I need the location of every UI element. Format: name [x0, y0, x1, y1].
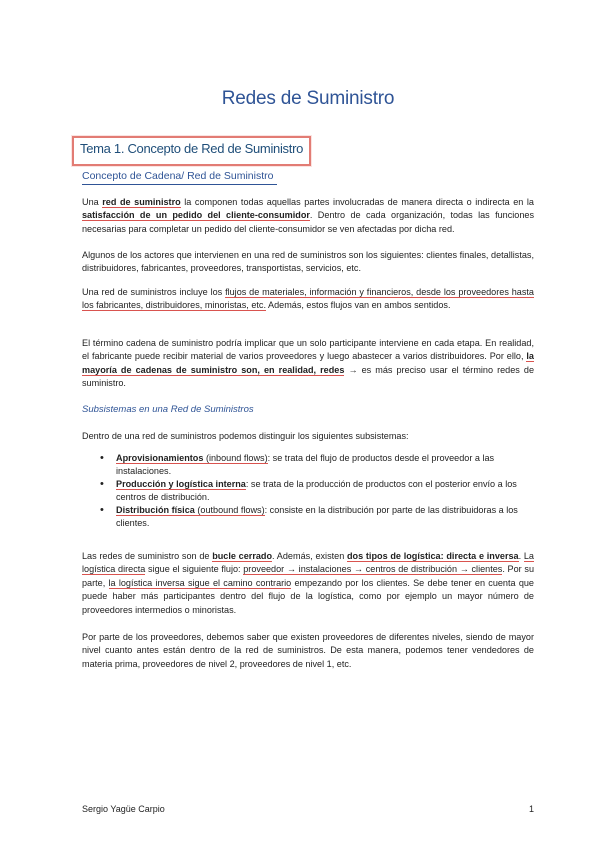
paragraph-chain-term: El término cadena de suministro podría implicar que un solo participante interviene en cada etapa. En realidad, el fabricante puede recibir material de varios proveedores y luego abastecer a varios distribuidores. Por ello, la mayoría de cadenas de suministro son, en realidad, redes → es más preciso usar el término redes de suministro.: [82, 338, 535, 389]
document-title: Redes de Suministro: [221, 88, 395, 109]
subheading-subsystems: Subsistemas en una Red de Suministros: [82, 404, 254, 415]
paragraph-suppliers: Por parte de los proveedores, debemos saber que existen proveedores de diferentes niveles, siendo de mayor nivel cuanto antes están dentro de la red de suministros. De esta manera, podemos tener vendedores de materia prima, proveedores de nivel 2, proveedores de nivel 1, etc.: [82, 632, 534, 669]
subsystems-list: [98, 452, 536, 530]
highlight-red-de-suministro: red de suministro: [102, 197, 181, 207]
paragraph-subsystems-intro: Dentro de una red de suministros podemos distinguir los siguientes subsistemas:: [82, 431, 409, 441]
list-item: • Producción y logística interna: se trata de la producción de productos con el posterior envío a los centros de distribución.: [98, 478, 536, 504]
section-title-box: [72, 136, 311, 166]
highlight-flujos: flujos de materiales, información y financieros, desde los proveedores hasta los fabricantes, distribuidores, minoristas, etc.: [82, 287, 534, 311]
section-title: Tema 1. Concepto de Red de Suministro: [80, 141, 304, 156]
subheading-underline: [82, 184, 277, 185]
list-item: • Distribución física (outbound flows): consiste en la distribución por parte de las distribuidoras a los clientes.: [98, 504, 536, 530]
subheading-concept: Concepto de Cadena/ Red de Suministro: [82, 170, 274, 182]
highlight-satisfaccion: satisfacción de un pedido del cliente-consumidor: [82, 210, 310, 221]
paragraph-actors: Algunos de los actores que intervienen en una red de suministros son los siguientes: clientes finales, detallistas, distribuidores, fabricantes, proveedores, transportistas, servicios, etc.: [82, 250, 534, 274]
footer-author: Sergio Yagüe Carpio: [82, 804, 165, 814]
footer-page-number: 1: [529, 804, 535, 814]
list-item: • Aprovisionamientos (inbound flows): se trata del flujo de productos desde el proveedor a las instalaciones.: [98, 452, 536, 478]
paragraph-definition: Una red de suministro la componen todas aquellas partes involucradas de manera directa o indirecta en la satisfacción de un pedido del cliente-consumidor. Dentro de cada organización, todas las funciones necesarias para completar un pedido del cliente-consumidor se ven afectadas por dicha red.: [82, 197, 534, 234]
paragraph-logistics: Las redes de suministro son de bucle cerrado. Además, existen dos tipos de logística: directa e inversa. La logística directa sigue el siguiente flujo: proveedor → instalaciones → centros de distribución → clientes. Por su parte, la logística inversa sigue el camino contrario empezando por los clientes. Se debe tener en cuenta que puede haber más participantes dentro del flujo de la logística, como por ejemplo un mayor número de proveedores intermedios o minoristas.: [82, 551, 535, 615]
highlight-mayoria: la mayoría de cadenas de suministro son, en realidad, redes: [82, 351, 534, 375]
paragraph-flows: Una red de suministros incluye los flujos de materiales, información y financieros, desde los proveedores hasta los fabricantes, distribuidores, minoristas, etc. Además, estos flujos van en ambos sentidos.: [82, 287, 534, 311]
